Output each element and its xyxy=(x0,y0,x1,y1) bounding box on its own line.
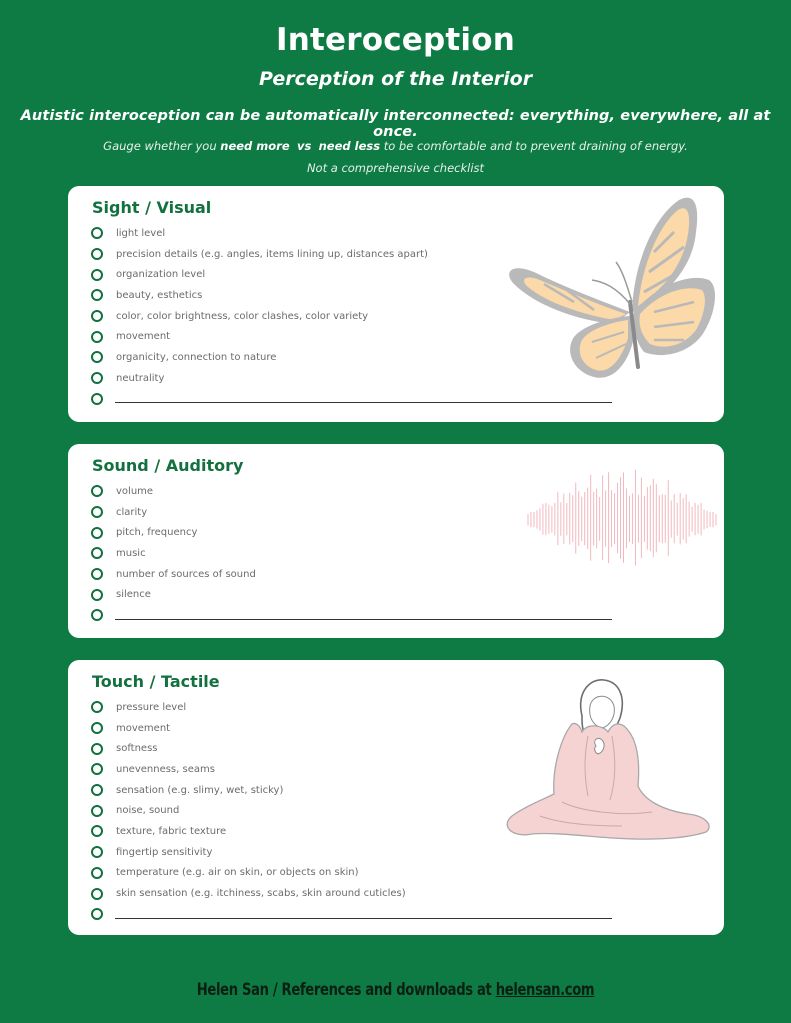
list-item-blank[interactable] xyxy=(91,389,612,410)
gauge-instruction xyxy=(0,139,791,153)
write-in-line[interactable] xyxy=(115,918,612,919)
item-label: fingertip sensitivity xyxy=(116,846,213,858)
item-label: pressure level xyxy=(116,701,187,713)
write-in-line[interactable] xyxy=(115,619,612,620)
list-item[interactable] xyxy=(91,863,612,884)
write-in-line[interactable] xyxy=(115,402,612,403)
gauge-more: need more xyxy=(220,139,290,153)
circle-outline-icon[interactable] xyxy=(91,568,103,580)
circle-outline-icon[interactable] xyxy=(91,743,103,755)
item-label: organicity, connection to nature xyxy=(116,351,277,363)
footer-credit xyxy=(55,980,735,1000)
circle-outline-icon[interactable] xyxy=(91,310,103,322)
list-item-blank[interactable] xyxy=(91,605,612,626)
butterfly-icon xyxy=(504,192,719,382)
gauge-vs: vs xyxy=(296,139,312,153)
circle-outline-icon[interactable] xyxy=(91,825,103,837)
footer-link[interactable]: helensan.com xyxy=(495,980,595,1000)
section-title: Sound / Auditory xyxy=(92,456,244,475)
gauge-prefix: Gauge whether you xyxy=(103,139,221,153)
item-label: organization level xyxy=(116,269,206,281)
page-subtitle: Perception of the Interior xyxy=(258,68,533,90)
gauge-less: need less xyxy=(318,139,381,153)
circle-outline-icon[interactable] xyxy=(91,227,103,239)
circle-outline-icon[interactable] xyxy=(91,589,103,601)
circle-outline-icon[interactable] xyxy=(91,506,103,518)
circle-outline-icon[interactable] xyxy=(91,269,103,281)
section-title: Sight / Visual xyxy=(92,198,212,217)
circle-outline-icon[interactable] xyxy=(91,372,103,384)
item-label: light level xyxy=(116,227,166,239)
circle-outline-icon[interactable] xyxy=(91,248,103,260)
item-label: softness xyxy=(116,743,158,755)
circle-outline-icon[interactable] xyxy=(91,351,103,363)
item-label: color, color brightness, color clashes, color variety xyxy=(116,310,369,322)
item-label: number of sources of sound xyxy=(116,568,256,580)
item-label: movement xyxy=(116,331,171,343)
sight-card xyxy=(68,186,724,422)
item-label: neutrality xyxy=(116,372,165,384)
circle-outline-icon[interactable] xyxy=(91,609,103,621)
touch-card xyxy=(68,660,724,935)
circle-outline-icon[interactable] xyxy=(91,393,103,405)
item-label: silence xyxy=(116,589,151,601)
circle-outline-icon[interactable] xyxy=(91,784,103,796)
section-title: Touch / Tactile xyxy=(92,672,220,691)
item-label: noise, sound xyxy=(116,805,180,817)
gauge-suffix: to be comfortable and to prevent draining of energy. xyxy=(380,139,688,153)
item-label: temperature (e.g. air on skin, or objects on skin) xyxy=(116,867,359,879)
item-label: unevenness, seams xyxy=(116,763,215,775)
circle-outline-icon[interactable] xyxy=(91,289,103,301)
lead-statement: Autistic interoception can be automatically interconnected: everything, everywhere, all at once. xyxy=(20,108,771,140)
sound-card xyxy=(68,444,724,638)
checklist-note: Not a comprehensive checklist xyxy=(306,161,485,175)
circle-outline-icon[interactable] xyxy=(91,527,103,539)
page-title: Interoception xyxy=(275,22,516,58)
blanket-person-icon xyxy=(492,676,714,856)
circle-outline-icon[interactable] xyxy=(91,867,103,879)
item-label: skin sensation (e.g. itchiness, scabs, skin around cuticles) xyxy=(116,888,406,900)
circle-outline-icon[interactable] xyxy=(91,908,103,920)
sound-wave-icon xyxy=(526,464,718,594)
item-label: beauty, esthetics xyxy=(116,289,203,301)
item-label: precision details (e.g. angles, items lining up, distances apart) xyxy=(116,248,428,260)
item-label: clarity xyxy=(116,506,148,518)
item-label: volume xyxy=(116,485,154,497)
circle-outline-icon[interactable] xyxy=(91,547,103,559)
list-item-blank[interactable] xyxy=(91,904,612,925)
footer-text: Helen San / References and downloads at xyxy=(196,980,496,1000)
circle-outline-icon[interactable] xyxy=(91,846,103,858)
item-label: texture, fabric texture xyxy=(116,825,227,837)
circle-outline-icon[interactable] xyxy=(91,701,103,713)
circle-outline-icon[interactable] xyxy=(91,331,103,343)
circle-outline-icon[interactable] xyxy=(91,485,103,497)
item-label: pitch, frequency xyxy=(116,527,198,539)
item-label: music xyxy=(116,547,146,559)
item-label: movement xyxy=(116,722,171,734)
circle-outline-icon[interactable] xyxy=(91,888,103,900)
item-label: sensation (e.g. slimy, wet, sticky) xyxy=(116,784,284,796)
list-item[interactable] xyxy=(91,883,612,904)
circle-outline-icon[interactable] xyxy=(91,805,103,817)
circle-outline-icon[interactable] xyxy=(91,722,103,734)
circle-outline-icon[interactable] xyxy=(91,763,103,775)
